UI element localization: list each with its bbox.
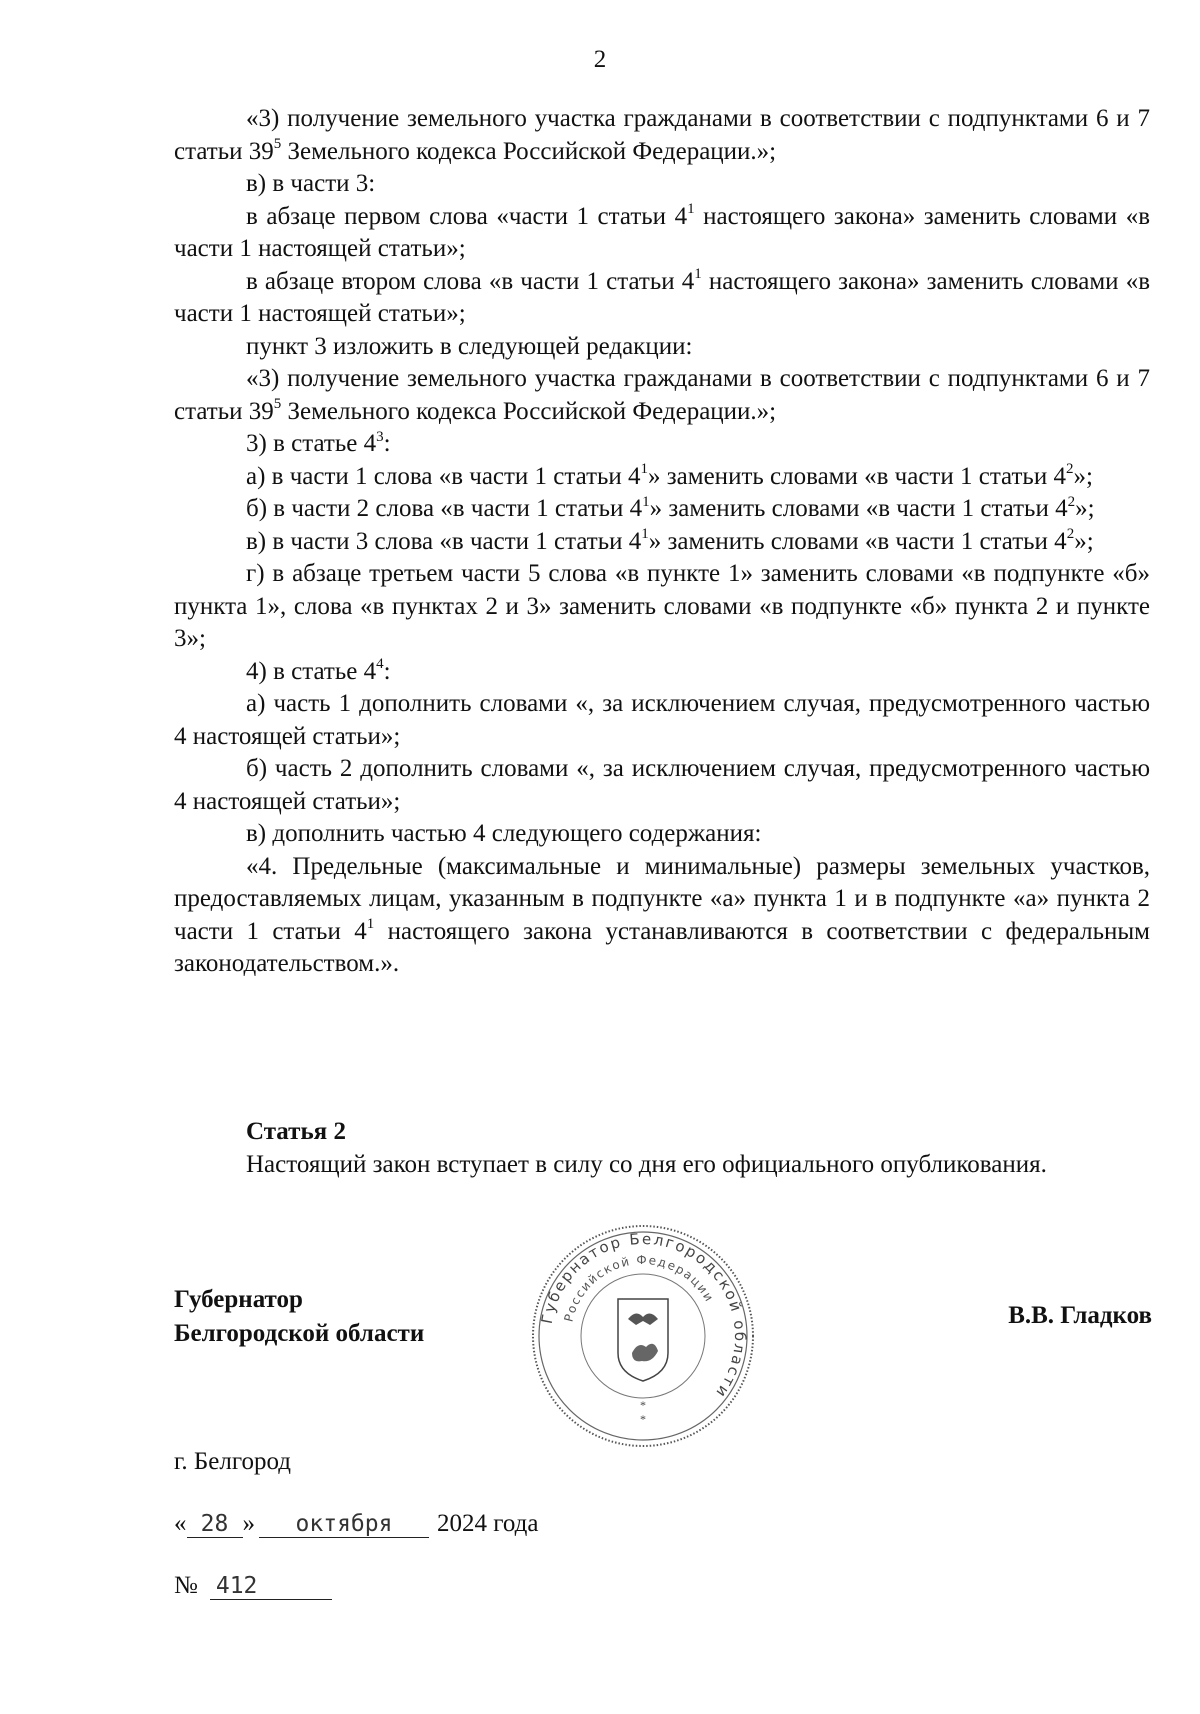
svg-text:*: * — [640, 1412, 646, 1426]
date-year: 2024 года — [437, 1510, 539, 1537]
signature-position — [174, 1283, 424, 1351]
date-month: октября — [259, 1511, 429, 1538]
paragraph: 3) в статье $4^3$: — [246, 428, 391, 457]
paragraph: «3) получение земельного участка гражданами в соответствии с подпунктами 6 и 7 статьи $39^5$ Земельного кодекса Российской Федерации.»; — [174, 105, 1150, 165]
document-number-line — [174, 1572, 332, 1600]
paragraph: в) дополнить частью 4 следующего содержания: — [246, 820, 762, 847]
article-2 — [174, 1116, 1150, 1181]
place-of-signing: г. Белгород — [174, 1448, 291, 1475]
document-body — [174, 103, 1150, 981]
paragraph: «4. Предельные (максимальные и минимальные) размеры земельных участков, предоставляемых лицам, указанным в подпункте «а» пункта 1 и в подпункте «а» пункта 2 части 1 статьи $4^1$ настоящего закона устанавливаются в соответствии с федеральным законодательством.». — [174, 852, 1151, 977]
position-line: Губернатор — [174, 1286, 303, 1313]
date-close-quote: » — [242, 1510, 255, 1537]
document-number: 412 — [210, 1573, 332, 1600]
paragraph: «3) получение земельного участка гражданами в соответствии с подпунктами 6 и 7 статьи $39^5$ Земельного кодекса Российской Федерации.»; — [174, 365, 1150, 425]
official-seal-icon — [528, 1221, 758, 1451]
paragraph: в) в части 3: — [246, 170, 376, 197]
paragraph: в абзаце первом слова «части 1 статьи $4^1$ настоящего закона» заменить словами «в части 1 настоящей статьи»; — [174, 201, 1150, 262]
paragraph: в) в части 3 слова «в части 1 статьи $4^1$» заменить словами «в части 1 статьи $4^2$»; — [246, 526, 1094, 555]
article-text: Настоящий закон вступает в силу со дня его официального опубликования. — [246, 1150, 1047, 1178]
date-open-quote: « — [174, 1510, 187, 1537]
paragraph: в абзаце втором слова «в части 1 статьи $4^1$ настоящего закона» заменить словами «в части 1 настоящей статьи»; — [174, 266, 1150, 327]
paragraph: а) часть 1 дополнить словами «, за исключением случая, предусмотренного частью 4 настоящей статьи»; — [174, 690, 1150, 750]
number-label: № — [174, 1572, 198, 1599]
svg-text:*: * — [640, 1398, 646, 1412]
date-day: 28 — [187, 1511, 243, 1538]
paragraph: пункт 3 изложить в следующей редакции: — [246, 332, 693, 360]
svg-text:Губернатор Белгородской област: Губернатор Белгородской области — [537, 1229, 750, 1403]
svg-text:Российской Федерации: Российской Федерации — [561, 1252, 717, 1324]
paragraph: г) в абзаце третьем части 5 слова «в пункте 1» заменить словами «в подпункте «б» пункта 1», слова «в пунктах 2 и 3» заменить словами «в подпункте «б» пункта 2 и пункте 3»; — [174, 560, 1150, 652]
date-line — [174, 1510, 538, 1538]
signatory-name: В.В. Гладков — [1008, 1302, 1152, 1329]
paragraph: б) часть 2 дополнить словами «, за исключением случая, предусмотренного частью 4 настоящей статьи»; — [174, 755, 1150, 815]
paragraph: 4) в статье $4^4$: — [246, 656, 391, 685]
paragraph: б) в части 2 слова «в части 1 статьи $4^1$» заменить словами «в части 1 статьи $4^2$»; — [246, 493, 1095, 522]
paragraph: а) в части 1 слова «в части 1 статьи $4^1$» заменить словами «в части 1 статьи $4^2$»; — [246, 461, 1093, 490]
page-number: 2 — [593, 46, 607, 73]
article-heading: Статья 2 — [246, 1118, 346, 1145]
position-line: Белгородской области — [174, 1320, 425, 1347]
